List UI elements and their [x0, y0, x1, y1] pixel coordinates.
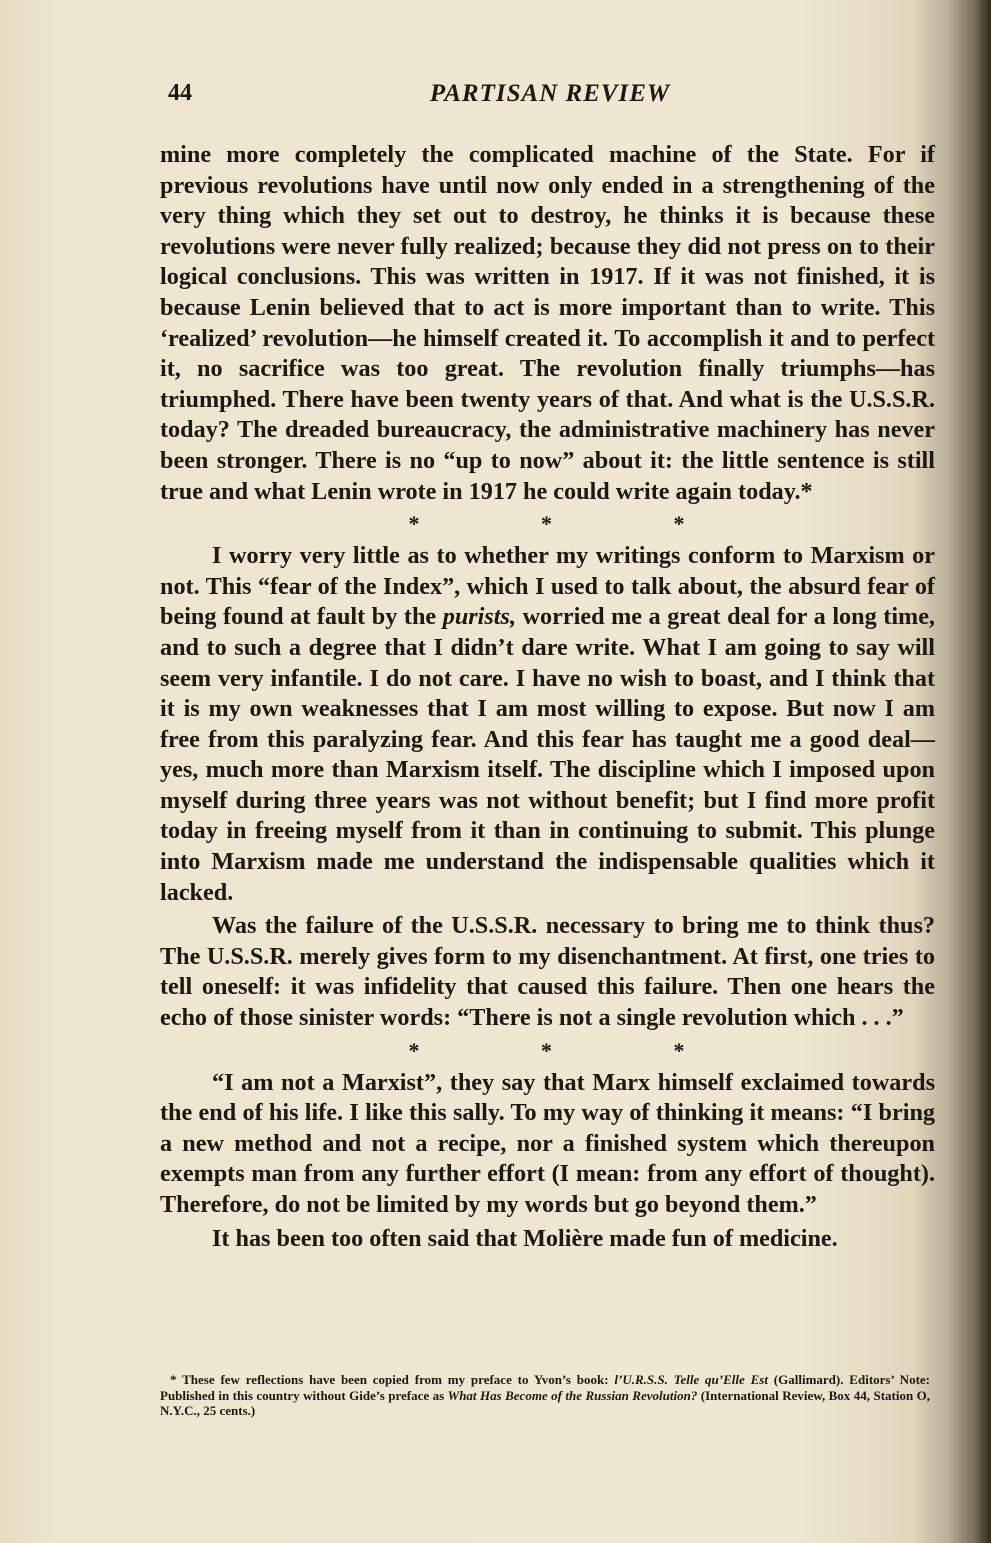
article-body: [160, 140, 935, 1254]
paragraph-4: “I am not a Marxist”, they say that Marx himself exclaimed towards the end of his life. I like this sally. To my way of thinking it means: “I bring a new method and not a recipe, nor a finished system which thereupon exempts man from any further effort (I mean: from any effort of thought). Therefore, do not be limited by my words but go beyond them.”: [160, 1068, 935, 1218]
journal-title: PARTISAN REVIEW: [429, 80, 671, 107]
footnote-text-2: (Gallimard). Editors’ Note: Published in this country without Gide’s preface as: [160, 1372, 930, 1403]
footnote-english-title: What Has Become of the Russian Revolution?: [447, 1387, 698, 1403]
paragraph-2-text-b: worried me a great deal for a long time, and to such a degree that I didn’t dare write. What I am going to say will seem very infantile. I do not care. I have no wish to boast, and I think that it is my own weaknesses that I am most willing to expose. But now I am free from this paralyzing fear. And this fear has taught me a good deal—yes, much more than Marxism itself. The discipline which I imposed upon myself during three years was not without benefit; but I find more profit today in freeing myself from it than in continuing to submit. This plunge into Marxism made me understand the indispensable qualities which it lacked.: [160, 603, 935, 906]
paragraph-2-text-a: I worry very little as to whether my writings conform to Marxism or not. This “fear of the Index”, which I used to talk about, the absurd fear of being found at fault by the: [160, 542, 935, 631]
page-number: 44: [168, 80, 192, 106]
running-head: [160, 80, 940, 120]
paragraph-3: Was the failure of the U.S.S.R. necessary to bring me to think thus? The U.S.S.R. merely gives form to my disenchantment. At first, one tries to tell oneself: it was infidelity that caused this failure. Then one hears the echo of those sinister words: “There is not a single revolution which . . .”: [160, 912, 935, 1032]
paragraph-1: mine more completely the complicated machine of the State. For if previous revolutions have until now only ended in a strengthening of the very thing which they set out to destroy, he thinks it is because these revolutions were never fully realized; because they did not press on to their logical conclusions. This was written in 1917. If it was not finished, it is because Lenin believed that to act is more important than to write. This ‘realized’ revolution—he himself created it. To accomplish it and to perfect it, no sacrifice was too great. The revolution finally triumphs—has triumphed. There have been twenty years of that. And what is the U.S.S.R. today? The dreaded bureaucracy, the administrative machinery has never been stronger. There is no “up to now” about it: the little sentence is still true and what Lenin wrote in 1917 he could write again today.*: [160, 141, 935, 505]
footnote-marker: *: [170, 1372, 177, 1387]
paragraph-2-italic: purists,: [442, 603, 516, 631]
footnote-book-title: l’U.R.S.S. Telle qu’Elle Est: [614, 1372, 768, 1387]
footnote-text-1: These few reflections have been copied from my preface to Yvon’s book:: [182, 1372, 615, 1387]
book-spine-shadow: [949, 0, 991, 1543]
paragraph-5: It has been too often said that Molière made fun of medicine.: [212, 1224, 838, 1252]
footnote-text-3: (International Review, Box 44, Station O, N.Y.C., 25 cents.): [160, 1387, 931, 1418]
section-break-asterism: * * *: [408, 1037, 743, 1063]
section-break-asterism: * * *: [408, 511, 743, 537]
paragraph-2: [160, 541, 935, 908]
footnote: [160, 1372, 930, 1419]
